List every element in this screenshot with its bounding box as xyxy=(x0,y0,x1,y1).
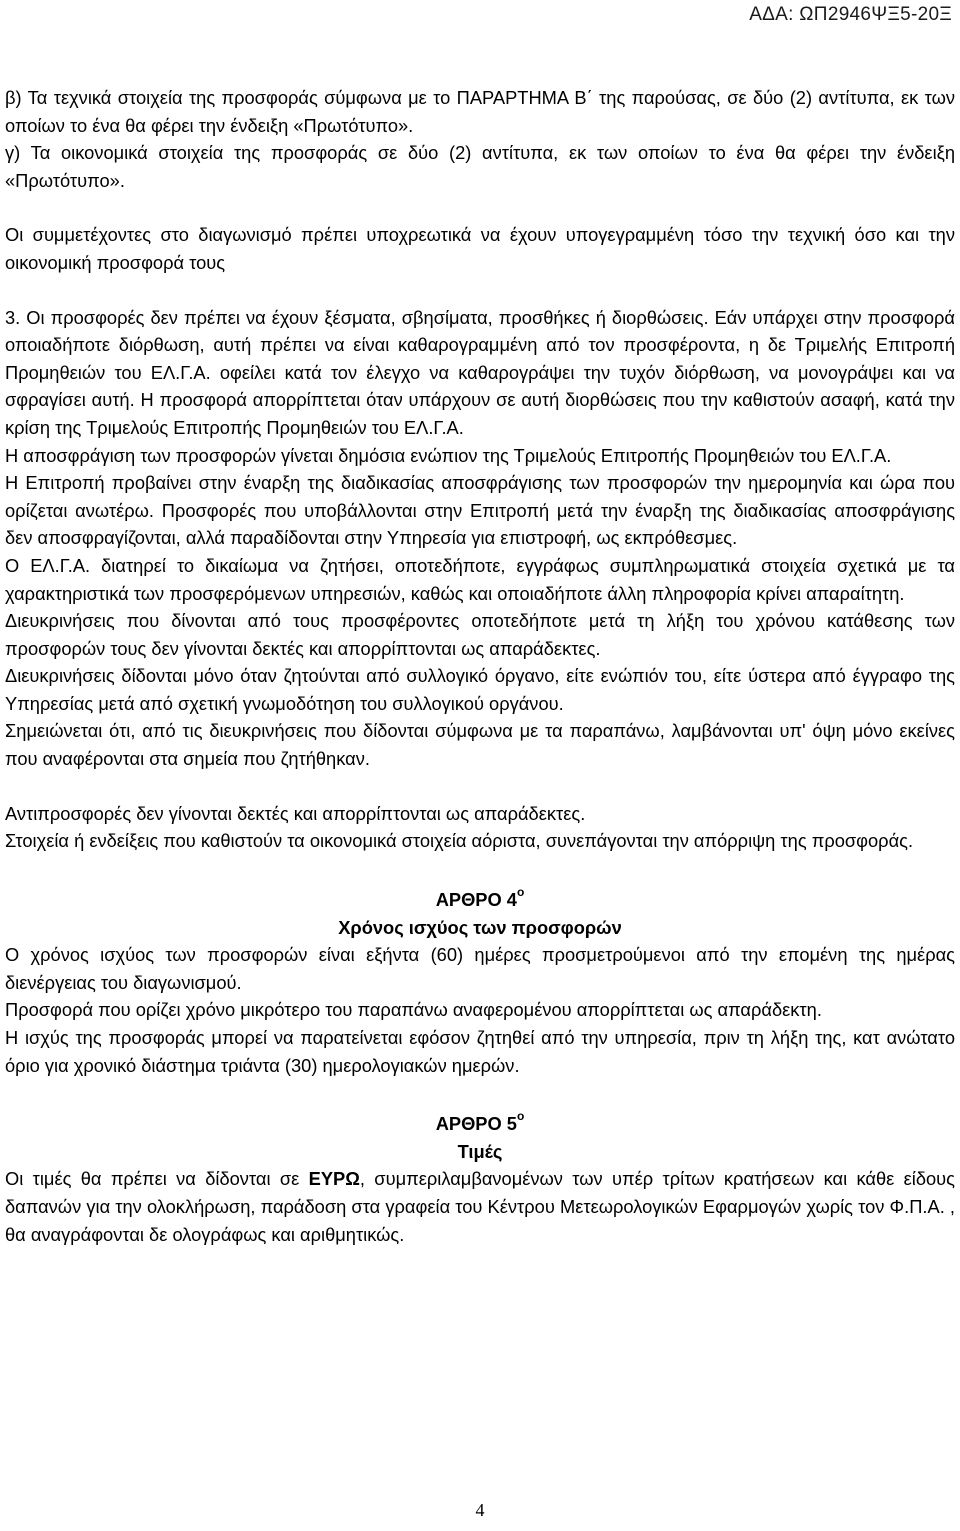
paragraph-clarifications-late: Διευκρινήσεις που δίνονται από τους προσφέροντες οποτεδήποτε μετά τη λήξη του χρόνου κατάθεσης των προσφορών τους δεν γίνονται δεκτές και απορρίπτονται ως απαράδεκτες. xyxy=(5,610,955,659)
paragraph-unsealing: Η αποσφράγιση των προσφορών γίνεται δημόσια ενώπιον της Τριμελούς Επιτροπής Προμηθειών του ΕΛ.Γ.Α. xyxy=(5,444,892,466)
paragraph-validity-period: Ο χρόνος ισχύος των προσφορών είναι εξήντα (60) ημέρες προσμετρούμενοι από την επομένη της ημέρας διενέργειας του διαγωνισμού. xyxy=(5,944,955,993)
document-body xyxy=(5,84,955,1248)
paragraph-financial-offer: γ) Τα οικονομικά στοιχεία της προσφοράς σε δύο (2) αντίτυπα, εκ των οποίων το ένα θα φέρει την ένδειξη «Πρωτότυπο». xyxy=(5,142,955,191)
paragraph-clarifications-note: Σημειώνεται ότι, από τις διευκρινήσεις που δίδονται σύμφωνα με τα παραπάνω, λαμβάνονται υπ' όψη μόνο εκείνες που αναφέρονται στα σημεία που ζητήθηκαν. xyxy=(5,720,955,770)
paragraph-technical-offer: β) Τα τεχνικά στοιχεία της προσφοράς σύμφωνα με το ΠΑΡΑΡΤΗΜΑ Β΄ της παρούσας, σε δύο (2) αντίτυπα, εκ των οποίων το ένα θα φέρει την ένδειξη «Πρωτότυπο». xyxy=(5,87,955,136)
paragraph-additional-info: Ο ΕΛ.Γ.Α. διατηρεί το δικαίωμα να ζητήσει, οποτεδήποτε, εγγράφως συμπληρωματικά στοιχεία σχετικά με τα χαρακτηριστικά των προσφερόμενων υπηρεσιών, καθώς και οποιαδήποτε άλλη πληροφορία κρίνει απαραίτητη. xyxy=(5,554,955,604)
paragraph-validity-extension: Η ισχύς της προσφοράς μπορεί να παρατείνεται εφόσον ζητηθεί από την υπηρεσία, πριν τη λήξη της, κατ ανώτατο όριο για χρονικό διάστημα τριάντα (30) ημερολογιακών ημερών. xyxy=(5,1026,955,1076)
paragraph-vague-elements: Στοιχεία ή ενδείξεις που καθιστούν τα οικονομικά στοιχεία αόριστα, συνεπάγονται την απόρριψη της προσφοράς. xyxy=(5,830,914,852)
paragraph-corrections: 3. Οι προσφορές δεν πρέπει να έχουν ξέσματα, σβησίματα, προσθήκες ή διορθώσεις. Εάν υπάρχει στην προσφορά οποιαδήποτε διόρθωση, αυτή πρέπει να είναι καθαρογραμμένη από τον προσφέροντα, η δε Τριμελής Επιτροπή Προμηθειών του ΕΛ.Γ.Α. οφείλει κατά τον έλεγχο να καθαρογράψει την τυχόν διόρθωση, να μονογράψει και να σφραγίσει αυτή. Η προσφορά απορρίπτεται όταν υπάρχουν σε αυτή διορθώσεις που την καθιστούν ασαφή, κατά την κρίση της Τριμελούς Επιτροπής Προμηθειών του ΕΛ.Γ.Α. xyxy=(5,306,955,438)
paragraph-counteroffers: Αντιπροσφορές δεν γίνονται δεκτές και απορρίπτονται ως απαράδεκτες. xyxy=(5,802,586,824)
article-4-subtitle: Χρόνος ισχύος των προσφορών xyxy=(338,916,622,938)
page-number: 4 xyxy=(475,1500,485,1520)
paragraph-prices: Οι τιμές θα πρέπει να δίδονται σε ΕΥΡΩ, συμπεριλαμβανομένων των υπέρ τρίτων κρατήσεων και κάθε είδους δαπανών για την ολοκλήρωση, παράδοση στα γραφεία του Κέντρου Μετεωρολογικών Εφαρμογών χωρίς τον Φ.Π.Α. , θα αναγράφονται δε ολογράφως και αριθμητικώς. xyxy=(5,1168,955,1245)
spacer xyxy=(5,855,955,882)
spacer xyxy=(5,773,955,800)
article-5-subtitle: Τιμές xyxy=(457,1140,503,1162)
paragraph-signing-note: Οι συμμετέχοντες στο διαγωνισμό πρέπει υποχρεωτικά να έχουν υπογεγραμμένη τόσο την τεχνική όσο και την οικονομική προσφορά τους xyxy=(5,224,955,273)
document-code: ΑΔΑ: ΩΠ2946ΨΞ5-20Ξ xyxy=(749,4,952,25)
article-4-title: ΑΡΘΡΟ $4^o$ xyxy=(435,884,525,910)
paragraph-shorter-validity: Προσφορά που ορίζει χρόνο μικρότερο του παραπάνω αναφερομένου απορρίπτεται ως απαράδεκτη. xyxy=(5,999,822,1021)
paragraph-clarifications-collective: Διευκρινήσεις δίδονται μόνο όταν ζητούνται από συλλογικό όργανο, είτε ενώπιόν του, είτε ύστερα από έγγραφο της Υπηρεσίας μετά από σχετική γνωμοδότηση του συλλογικού οργάνου. xyxy=(5,665,955,714)
currency-emphasis: ΕΥΡΩ xyxy=(308,1168,360,1190)
spacer xyxy=(5,194,955,221)
spacer xyxy=(5,277,955,304)
paragraph-committee-start: Η Επιτροπή προβαίνει στην έναρξη της διαδικασίας αποσφράγισης των προσφορών την ημερομηνία και ώρα που ορίζεται ανωτέρω. Προσφορές που υποβάλλονται στην Επιτροπή μετά την έναρξη της διαδικασίας αποσφράγισης δεν αποσφραγίζονται, αλλά παραδίδονται στην Υπηρεσία για επιστροφή, ως εκπρόθεσμες. xyxy=(5,472,955,549)
article-5-title: ΑΡΘΡΟ $5^o$ xyxy=(435,1109,525,1135)
spacer xyxy=(5,1079,955,1106)
